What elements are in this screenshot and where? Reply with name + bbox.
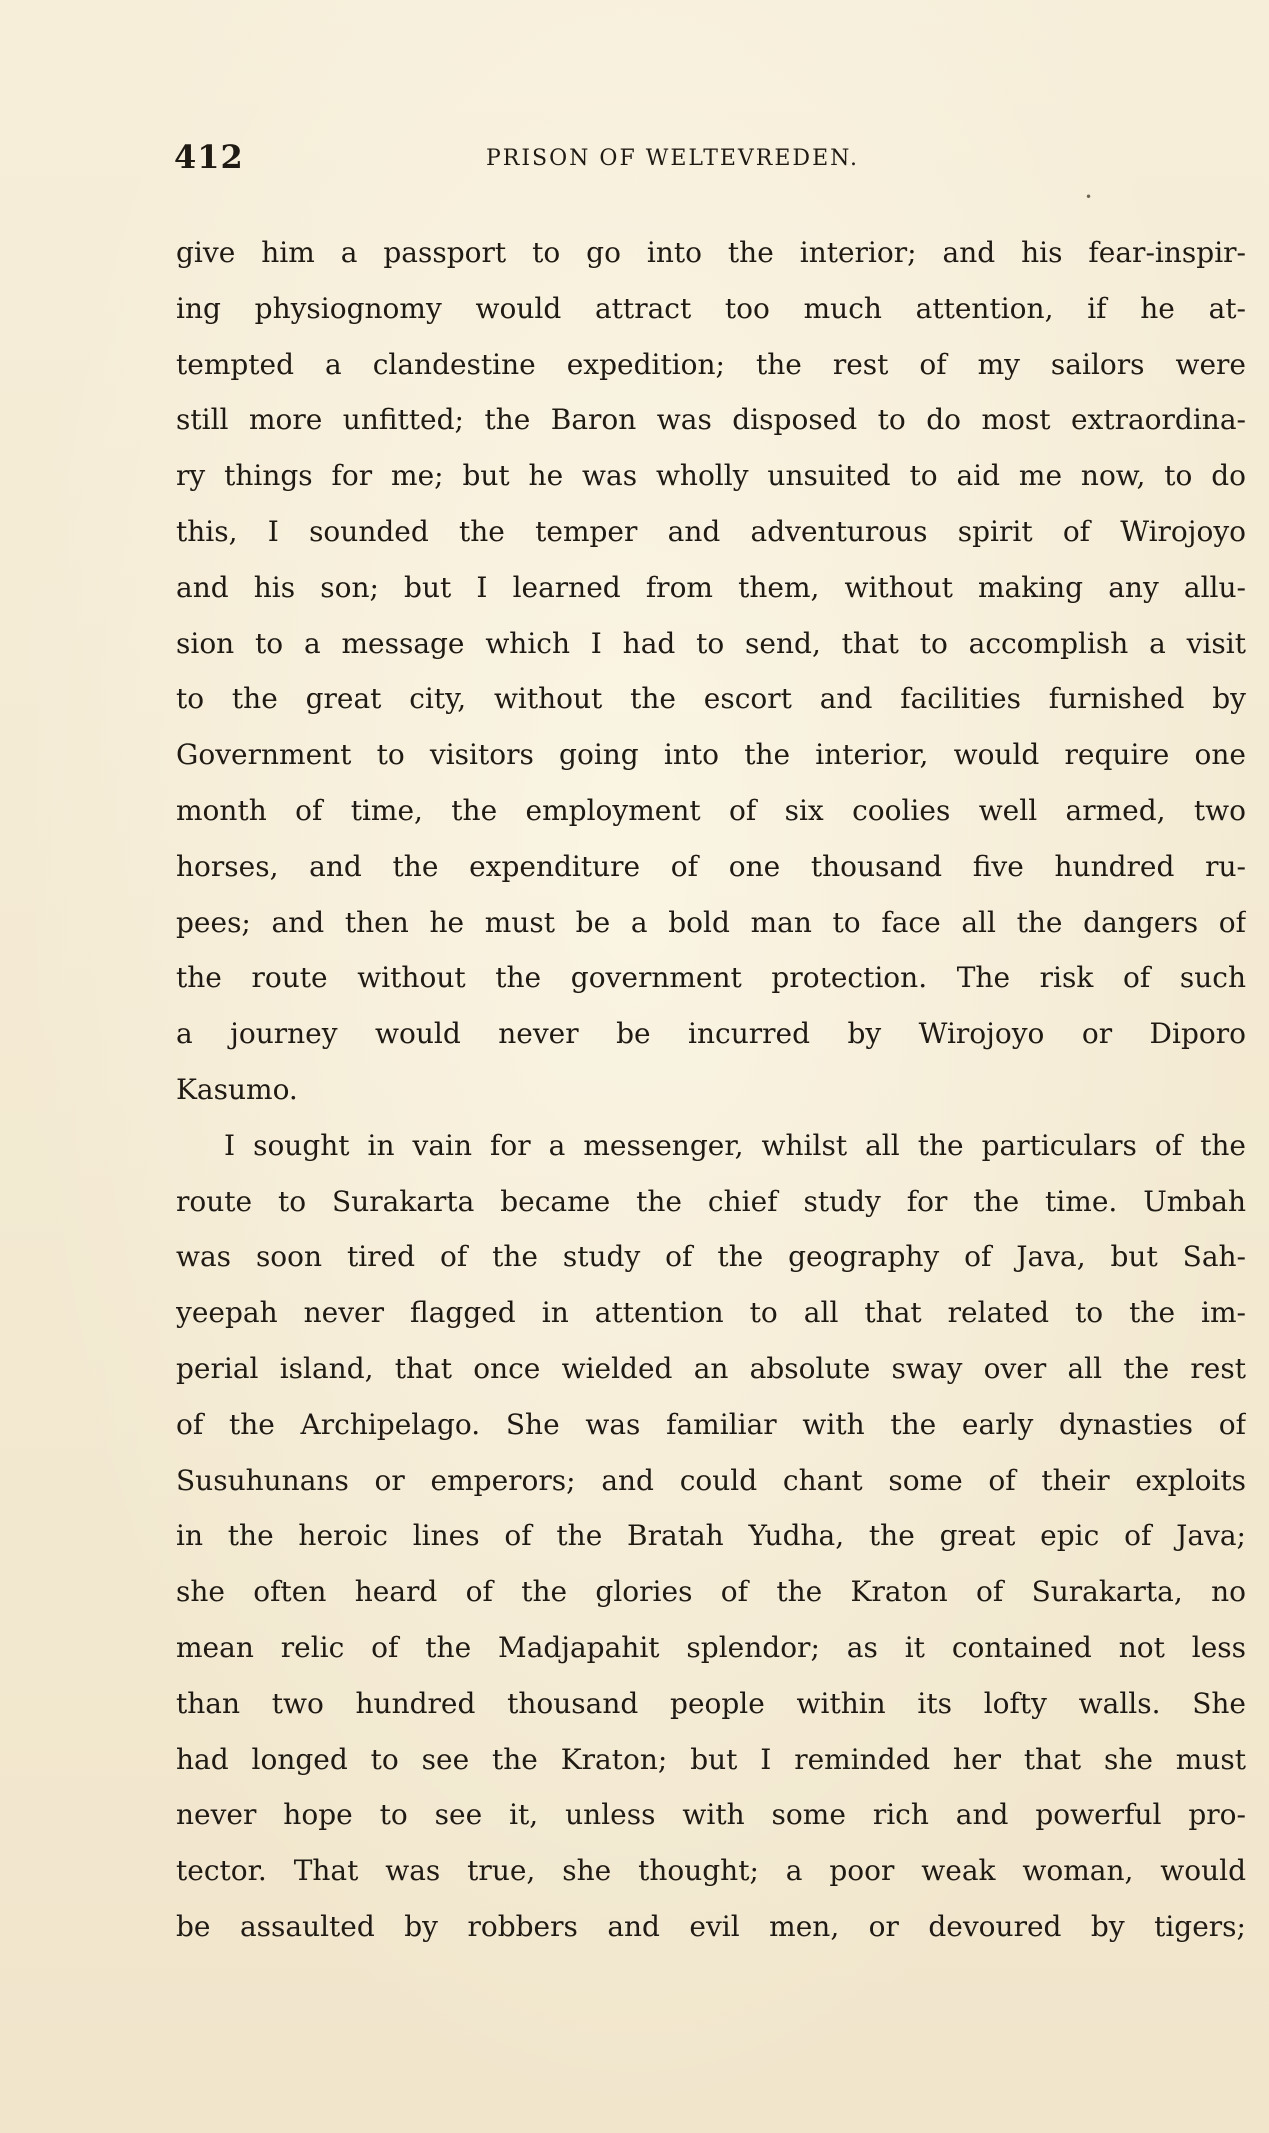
text-line: sion to a message which I had to send, that to accomplish a visit	[176, 626, 1246, 660]
text-line: this, I sounded the temper and adventurous spirit of Wirojoyo	[176, 514, 1246, 548]
running-head	[160, 138, 1172, 178]
text-line: Government to visitors going into the interior, would require one	[176, 738, 1246, 772]
text-line: Kasumo.	[176, 1072, 298, 1106]
text-line: the route without the government protection. The risk of such	[176, 961, 1246, 995]
text-line: horses, and the expenditure of one thousand five hundred ru-	[176, 849, 1246, 883]
text-line: pees; and then he must be a bold man to face all the dangers of	[176, 905, 1246, 939]
text-line: route to Surakarta became the chief study for the time. Umbah	[176, 1184, 1246, 1218]
text-line: had longed to see the Kraton; but I reminded her that she must	[176, 1742, 1246, 1776]
text-line: mean relic of the Madjapahit splendor; as it contained not less	[176, 1630, 1246, 1664]
text-line: yeepah never flagged in attention to all that related to the im-	[176, 1296, 1246, 1330]
text-line: tempted a clandestine expedition; the rest of my sailors were	[176, 347, 1246, 381]
text-line: perial island, that once wielded an absolute sway over all the rest	[176, 1351, 1246, 1385]
text-line: ry things for me; but he was wholly unsuited to aid me now, to do	[176, 459, 1246, 493]
text-line: give him a passport to go into the interior; and his fear-inspir-	[176, 236, 1246, 269]
body-text	[176, 225, 1246, 1955]
text-line: never hope to see it, unless with some rich and powerful pro-	[176, 1798, 1246, 1832]
text-line: still more unfitted; the Baron was disposed to do most extraordina-	[176, 403, 1246, 437]
text-line: in the heroic lines of the Bratah Yudha, the great epic of Java;	[176, 1519, 1246, 1553]
text-line: tector. That was true, she thought; a poor weak woman, would	[176, 1854, 1246, 1888]
paragraph-start-line: I sought in vain for a messenger, whilst all the particulars of the	[224, 1128, 1246, 1162]
text-line: a journey would never be incurred by Wirojoyo or Diporo	[176, 1017, 1246, 1051]
text-line: to the great city, without the escort and facilities furnished by	[176, 682, 1246, 716]
text-line: than two hundred thousand people within its lofty walls. She	[176, 1686, 1246, 1720]
text-line: she often heard of the glories of the Kraton of Surakarta, no	[176, 1575, 1246, 1609]
text-line: be assaulted by robbers and evil men, or devoured by tigers;	[176, 1909, 1246, 1943]
running-title: PRISON OF WELTEVREDEN.	[486, 146, 859, 171]
stray-mark: •	[1085, 190, 1093, 204]
text-line: ing physiognomy would attract too much attention, if he at-	[176, 291, 1246, 325]
text-line: was soon tired of the study of the geography of Java, but Sah-	[176, 1240, 1246, 1274]
text-line: month of time, the employment of six coolies well armed, two	[176, 793, 1246, 827]
page-number: 412	[174, 138, 244, 176]
text-line: Susuhunans or emperors; and could chant some of their exploits	[176, 1463, 1246, 1497]
text-line: of the Archipelago. She was familiar with the early dynasties of	[176, 1407, 1246, 1441]
text-line: and his son; but I learned from them, without making any allu-	[176, 570, 1246, 604]
